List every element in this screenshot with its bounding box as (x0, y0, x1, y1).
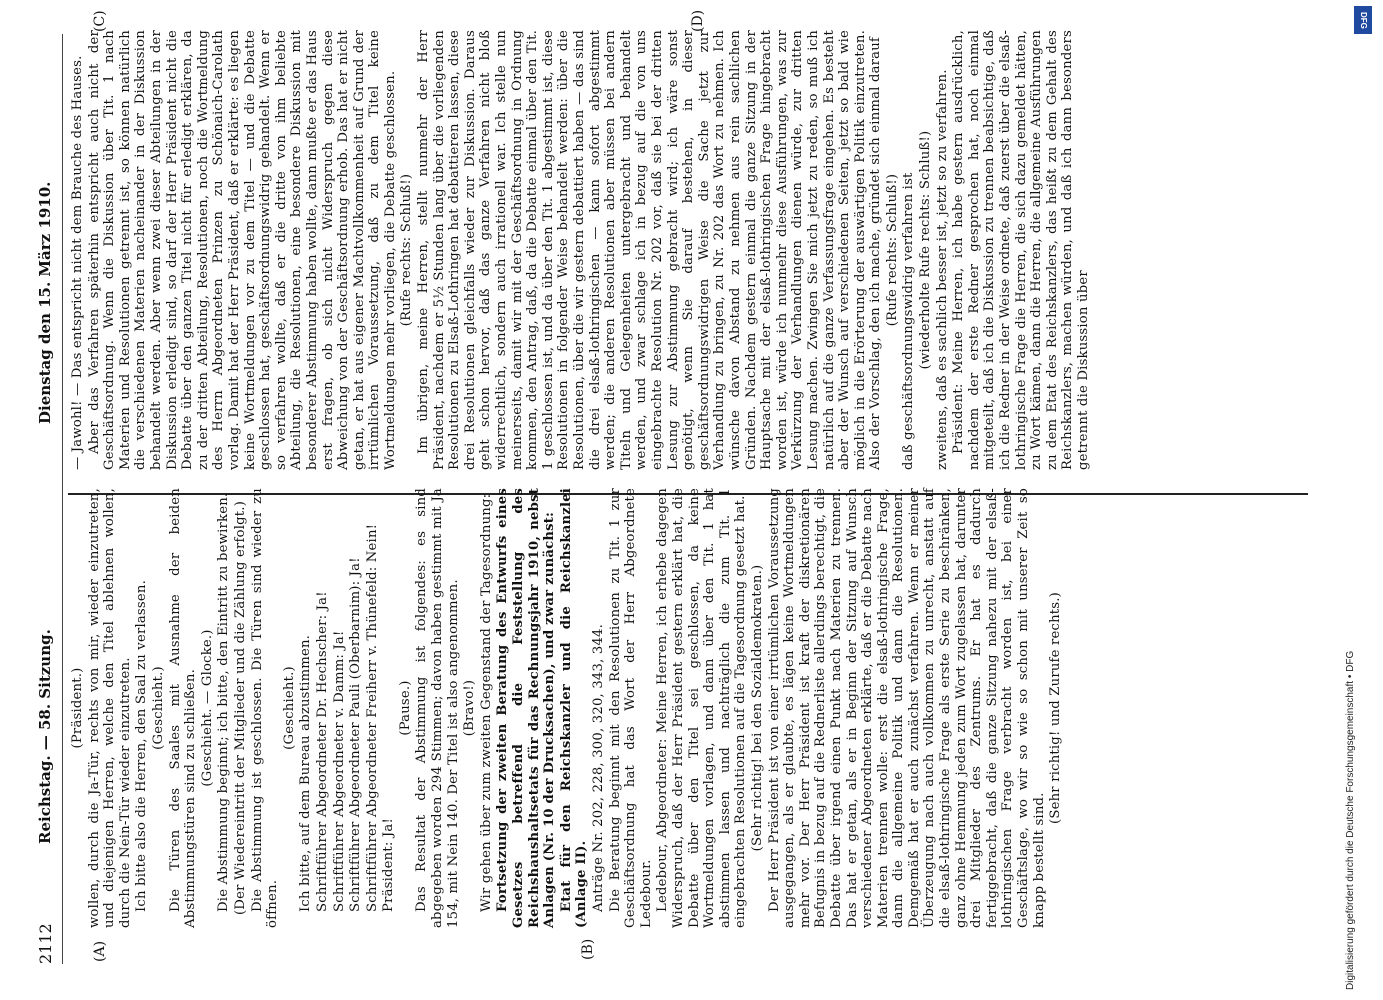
credit-text: Digitalisierung gefördert durch die Deutsche Forschungsgemeinschaft • DFG (1345, 650, 1356, 990)
paragraph: Ich bitte also die Herren, den Saal zu verlassen. (134, 580, 150, 912)
paragraph: Präsident: Ja! (381, 818, 397, 912)
paragraph: (Sehr richtig! bei den Sozialdemokraten.) (749, 564, 765, 852)
paragraph: Die Abstimmung ist geschlossen. Die Türen sind wieder zu öffnen. (249, 488, 281, 928)
paragraph: (Bravo!) (462, 679, 478, 737)
margin-marker-d: (D) (690, 9, 706, 32)
paragraph: Anträge Nr. 202, 228, 300, 320, 343, 344. (591, 623, 606, 912)
left-text-column (70, 488, 1065, 928)
right-text-column (70, 30, 1093, 470)
paragraph: (Rufe rechts: Schluß!) (399, 173, 415, 327)
paragraph: zweitens, daß es sachlich besser ist, jetzt so zu verfahren. (934, 69, 950, 470)
margin-marker-a: (A) (92, 940, 108, 962)
paragraph: Ich bitte, auf dem Bureau abzustimmen. (298, 634, 314, 912)
paragraph: (Präsident.) (70, 667, 85, 749)
paragraph: (Geschieht.) (150, 666, 166, 750)
paragraph: (Sehr richtig! und Zurufe rechts.) (1048, 592, 1064, 824)
paragraph: (Rufe rechts: Schluß!) (884, 173, 900, 327)
paragraph: Im übrigen, meine Herren, stellt nunmehr der Herr Präsident, nachdem er 5½ Stunden lang über die vorliegenden Resolutionen zu Elsaß-Lothringen hat debattieren lassen, diese drei Resolutionen gleichfalls wieder zur Diskussion. Daraus geht schon hervor, daß das ganze Verfahren nicht bloß widerrechtlich, sondern auch irrationell war. Ich stelle nun meinerseits, damit wir mit der Geschäftsordnung in Ordnung kommen, den Antrag, daß, da die Debatte einmal über den Tit. 1 geschlossen ist, und da über den Tit. 1 abgestimmt ist, diese Resolutionen in folgender Weise behandelt werden: über die Resolutionen, über die wir gestern debattiert haben — das sind die drei elsaß-lothringischen — kann sofort abgestimmt werden; die anderen Resolutionen aber müssen bei andern Titeln und Gelegenheiten untergebracht und behandelt werden, und zwar schlage ich in bezug auf die von uns eingebrachte Resolution Nr. 202 vor, daß sie bei der dritten Lesung zur Abstimmung gebracht wird; ich wäre sonst genötigt, wenn Sie darauf bestehen, in dieser geschäftsordnungswidrigen Weise die Sache jetzt zur Verhandlung zu bringen, zu Nr. 202 das Wort zu nehmen. Ich wünsche davon Abstand zu nehmen aus rein sachlichen Gründen. Nachdem gestern einmal die ganze Sitzung in der Hauptsache mit der elsaß-lothringischen Frage hingebracht worden ist, würde ich nunmehr diese Ausführungen, was zur Verkürzung der Verhandlungen dienen würde, zur dritten Lesung machen. Zwingen Sie mich jetzt zu reden, so muß ich natürlich auf die ganze Verfassungsfrage eingehen. Es besteht aber der Wunsch auf verschiedenen Seiten, jetzt so bald wie möglich in die Erörterung der auswärtigen Politik einzutreten. Also der Vorschlag, den ich mache, gründet sich einmal darauf (416, 30, 884, 470)
digitization-credit (1345, 0, 1375, 1000)
paragraph: Der Herr Präsident ist von einer irrtümlichen Voraussetzung ausgegangen, als er glaubte, es lägen keine Wortmeldungen mehr vor. Der Herr Präsident ist kraft der diskretionären Befugnis in bezug auf die Rednerliste allerdings berechtigt, die Debatte über irgend einen Punkt nach Materien zu trennen. Das hat er getan, als er in Beginn der Sitzung auf Wunsch verschiedener Abgeordneten erklärte, daß er die Debatte nach Materien trennen wolle: erst die elsaß-lothringische Frage, dann die allgemeine Politik und dann die Resolutionen. Demgemäß hat er auch zunächst verfahren. Wenn er meiner Überzeugung nach auch vollkommen zu unrecht, anstatt auf die elsaß-lothringische Frage als erste Serie zu beschränken, ganz ohne Hemmung jeden zum Wort zugelassen hat, darunter drei Mitglieder des Zentrums. Er hat es dadurch fertiggebracht, daß die ganze Sitzung nahezu mit der elsaß-lothringischen Frage verbracht worden ist, bei einer Geschäftslage, wo wir so wie so schon mit unserer Zeit so knapp bestellt sind. (766, 488, 1047, 928)
dfg-logo: DFG (1354, 6, 1372, 34)
header-rule (62, 34, 63, 964)
paragraph: Schriftführer Abgeordneter Pauli (Oberbarnim): Ja! (348, 557, 364, 912)
margin-marker-c: (C) (92, 10, 108, 32)
paragraph: — Jawohl! — Das entspricht nicht dem Brauche des Hauses. (70, 55, 85, 470)
paragraph: (Pause.) (397, 680, 413, 736)
paragraph: Schriftführer Abgeordneter Freiherr v. Thünefeld: Nein! (364, 523, 380, 912)
margin-marker-b: (B) (580, 938, 596, 960)
session-title: Reichstag. — 58. Sitzung. (36, 629, 54, 844)
paragraph: Schriftführer Abgeordneter Dr. Hechscher: Ja! (314, 591, 330, 912)
paragraph: Fortsetzung der zweiten Beratung des Entwurfs eines Gesetzes betreffend die Feststellung des Reichshaushaltsetats für das Rechnungsjahr 1910, nebst Anlagen (Nr. 10 der Drucksachen), und zwar zunächst: (495, 488, 558, 928)
paragraph: Etat für den Reichskanzler und die Reichskanzlei (Anlage II). (558, 488, 590, 928)
paragraph: daß geschäftsordnungswidrig verfahren ist (901, 172, 917, 470)
paragraph: Präsident: Meine Herren, ich habe gestern ausdrücklich, nachdem der erste Redner gesprochen hat, noch einmal mitgeteilt, daß ich die Diskussion zu trennen beabsichtige, daß ich die Redner in der Weise ordnete, daß zuerst über die elsaß-lothringische Frage die Herren, die sich dazu gemeldet hätten, zu Wort kämen, dann die Herren, die allgemeine Ausführungen zu dem Etat des Reichskanzlers, das heißt zu dem Gehalt des Reichskanzlers, machen würden, und daß ich dann besonders getrennt die Diskussion über (951, 30, 1091, 470)
page-number: 2112 (36, 923, 55, 964)
paragraph: Die Beratung beginnt mit den Resolutionen zu Tit. 1 zur Geschäftsordnung hat das Wort der Herr Abgeordnete Ledebour. (607, 488, 654, 928)
paragraph: Aber das Verfahren späterhin entspricht auch nicht der Geschäftsordnung. Wenn die Diskussion über Tit. 1 nach Materien und Resolutionen getrennt ist, so können natürlich die verschiedenen Materien nacheinander in der Diskussion behandelt werden. Aber wenn zwei dieser Abteilungen in der Diskussion erledigt sind, so darf der Herr Präsident nicht die Debatte über den ganzen Titel nicht für erledigt erklären, da zu der dritten Abteilung, Resolutionen, noch die Wortmeldung des Herrn Abgeordneten Prinzen zu Schönaich-Carolath vorlag. Damit hat der Herr Präsident, daß er erklärte: es liegen keine Wortmeldungen vor zu dem Titel — und die Debatte geschlossen hat, geschäftsordnungswidrig gehandelt. Wenn er so verfahren wollte, daß er die dritte von ihm beliebte Abteilung, die Resolutionen, eine besondere Diskussion mit besonderer Abstimmung haben wollte, dann mußte er das Haus erst fragen, ob sich nicht Widerspruch gegen diese Abweichung von der Geschäftsordnung erhob. Das hat er nicht getan, er hat aus eigener Machtvollkommenheit auf Grund der irrtümlichen Voraussetzung, daß zu dem Titel keine Wortmeldungen mehr vorliegen, die Debatte geschlossen. (86, 30, 398, 470)
paragraph: wollen, durch die Ja-Tür, rechts von mir, wieder einzutreten, und diejenigen Herren, welche den Titel ablehnen wollen, durch die Nein-Tür wieder einzutreten. (86, 488, 133, 928)
paragraph: (Geschieht.) (281, 666, 297, 750)
paragraph: (Der Wiedereintritt der Mitglieder und die Zählung erfolgt.) (232, 500, 248, 916)
paragraph: Wir gehen über zum zweiten Gegenstand der Tagesordnung: (478, 493, 494, 912)
session-date: Dienstag den 15. März 1910. (36, 181, 54, 424)
paragraph: Die Abstimmung beginnt; ich bitte, den Eintritt zu bewirken. (216, 492, 232, 912)
paragraph: Das Resultat der Abstimmung ist folgendes: es sind abgegeben worden 294 Stimmen; davon haben gestimmt mit Ja 154, mit Nein 140. Der Titel ist also angenommen. (414, 488, 461, 928)
page-header (34, 34, 64, 964)
paragraph: Die Türen des Saales mit Ausnahme der beiden Abstimmungstüren sind zu schließen. (167, 488, 199, 928)
paragraph: (Geschieht. — Glocke.) (199, 629, 215, 787)
paragraph: Ledebour, Abgeordneter: Meine Herren, ich erhebe dagegen Widerspruch, daß der Herr Präsident gestern erklärt hat, die Debatte über den Titel sei geschlossen, da keine Wortmeldungen vorlagen, und dann über den Tit. 1 hat abstimmen lassen und nachträglich die zum Tit. 1 eingebrachten Resolutionen auf die Tagesordnung gesetzt hat. (655, 488, 749, 928)
paragraph: (wiederholte Rufe rechts: Schluß!) (918, 130, 934, 370)
paragraph: Schriftführer Abgeordneter v. Damm: Ja! (331, 630, 347, 912)
